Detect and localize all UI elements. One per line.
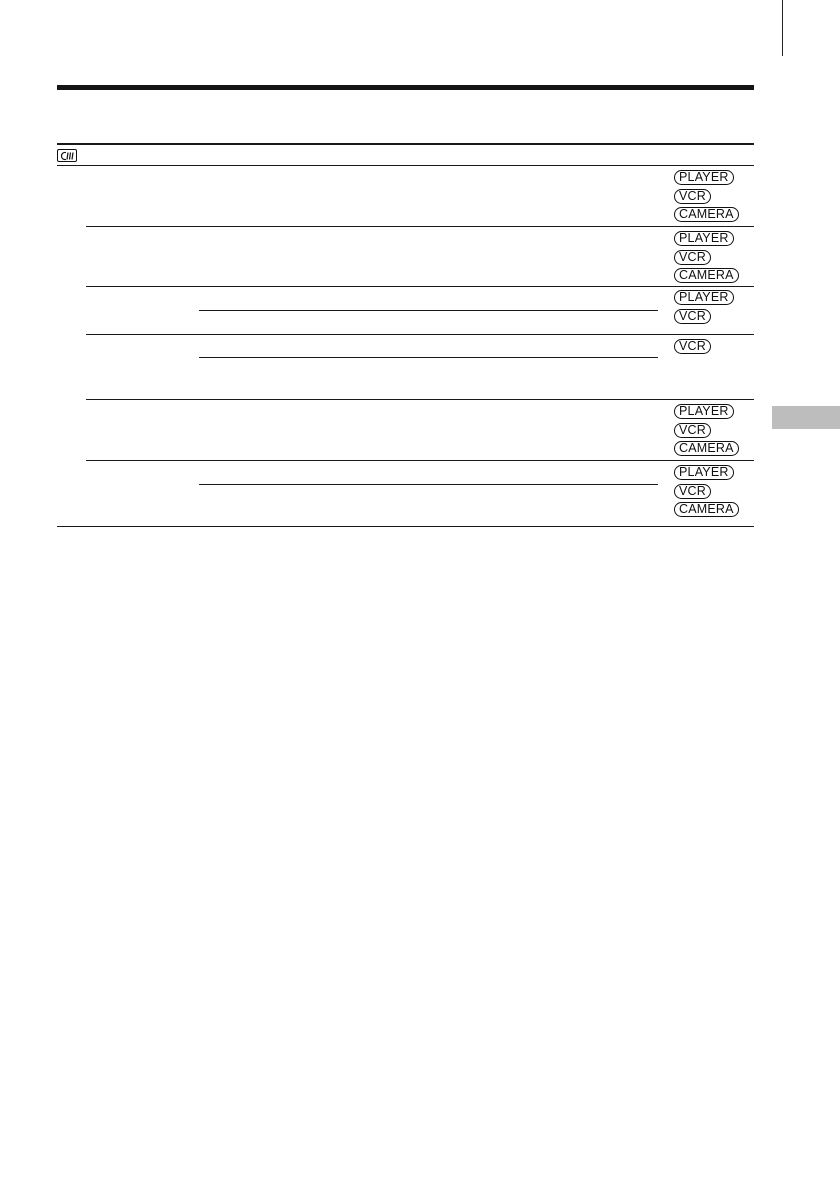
mode-badge-camera: CAMERA (674, 268, 739, 283)
row-separator (86, 286, 754, 287)
mode-badge-camera: CAMERA (674, 502, 739, 517)
row-separator (86, 399, 754, 400)
mode-badge-camera: CAMERA (674, 441, 739, 456)
table-header-rule (57, 165, 754, 166)
mode-badge-vcr: VCR (674, 189, 711, 204)
mode-badge-player: PLAYER (674, 231, 734, 246)
crop-mark (782, 0, 783, 56)
table-bottom-rule (57, 526, 754, 527)
mode-badge-vcr: VCR (674, 309, 711, 324)
section-top-rule (57, 85, 754, 90)
mode-badge-player: PLAYER (674, 465, 734, 480)
table-top-rule (57, 143, 754, 145)
mode-badge-vcr: VCR (674, 339, 711, 354)
sub-row-separator (199, 484, 658, 485)
section-side-tab (772, 406, 840, 429)
mode-badge-vcr: VCR (674, 250, 711, 265)
mode-badge-player: PLAYER (674, 170, 734, 185)
mode-badge-player: PLAYER (674, 290, 734, 305)
row-separator (86, 460, 754, 461)
sub-row-separator (199, 357, 658, 358)
row-separator (86, 226, 754, 227)
mode-badge-camera: CAMERA (674, 207, 739, 222)
memory-card-icon (57, 149, 77, 162)
sub-row-separator (199, 310, 658, 311)
mode-badge-vcr: VCR (674, 423, 711, 438)
row-separator (86, 334, 754, 335)
mode-badge-player: PLAYER (674, 404, 734, 419)
mode-badge-vcr: VCR (674, 484, 711, 499)
